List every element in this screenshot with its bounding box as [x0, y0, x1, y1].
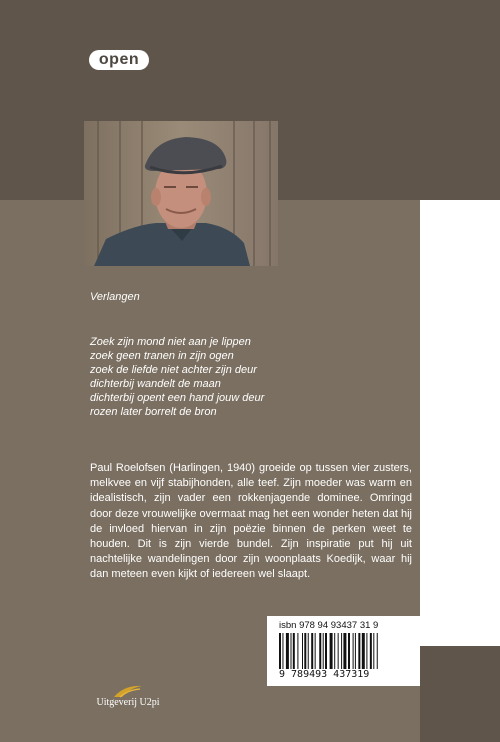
- poem-line: dichterbij wandelt de maan: [90, 378, 221, 390]
- barcode-bar: [325, 633, 327, 669]
- barcode-digits: 9 789493 437319: [279, 669, 370, 680]
- barcode-bar: [279, 633, 281, 669]
- barcode-bar: [358, 633, 360, 669]
- poem-line: Zoek zijn mond niet aan je lippen: [90, 336, 251, 348]
- barcode-bar: [353, 633, 354, 669]
- author-photo: [84, 121, 278, 266]
- barcode-bar: [304, 633, 306, 669]
- barcode-bar: [355, 633, 356, 669]
- barcode-bar: [338, 633, 339, 669]
- poem-line: zoek geen tranen in zijn ogen: [90, 350, 234, 362]
- barcode-bars: [279, 633, 413, 669]
- barcode-bar: [323, 633, 324, 669]
- poem-stanza-1: [90, 335, 257, 377]
- barcode-bar: [308, 633, 309, 669]
- barcode-bar: [343, 633, 346, 669]
- barcode-bar: [370, 633, 372, 669]
- open-logo: open: [89, 50, 149, 70]
- barcode-bar: [297, 633, 298, 669]
- author-portrait-image: [84, 121, 278, 266]
- barcode-bar: [282, 633, 283, 669]
- author-bio: Paul Roelofsen (Harlingen, 1940) groeide op tussen vier zusters, melkvee en vijf stabijhonden, alle teef. Zijn moeder was warm en idealistisch, zijn vader een rokkenjagende dominee. Omringd door deze vrouwelijke overmaat mag het een wonder heten dat hij de invloed hiervan in zijn poëzie binnen de perken weet te houden. Dit is zijn vierde bundel. Zijn inspiratie put hij uit nachtelijke wandelingen door zijn woonplaats Koedijk, waar hij dan meteen even kijkt of iedereen wel slaapt.: [90, 462, 412, 581]
- barcode-bar: [373, 633, 374, 669]
- barcode-bar: [377, 633, 378, 669]
- barcode-bar: [311, 633, 313, 669]
- barcode-bar: [366, 633, 367, 669]
- publisher-name: Uitgeverij U2pi: [96, 697, 160, 708]
- barcode-bar: [341, 633, 342, 669]
- barcode-bar: [330, 633, 333, 669]
- barcode-bar: [319, 633, 321, 669]
- barcode-bar: [286, 633, 289, 669]
- barcode-bar: [315, 633, 316, 669]
- poem-line: rozen later borrelt de bron: [90, 406, 217, 418]
- barcode-bar: [291, 633, 292, 669]
- poem-line: zoek de liefde niet achter zijn deur: [90, 364, 257, 376]
- isbn-label: isbn 978 94 93437 31 9: [279, 620, 379, 631]
- poem-stanza-2: [90, 377, 264, 419]
- barcode-bar: [362, 633, 365, 669]
- barcode-bar: [302, 633, 303, 669]
- poem-line: dichterbij opent een hand jouw deur: [90, 392, 265, 404]
- publisher-logo: [88, 683, 168, 713]
- poem-title: Verlangen: [90, 291, 140, 303]
- barcode-bar: [348, 633, 350, 669]
- right-bottom-block: [420, 646, 500, 742]
- barcode-bar: [334, 633, 335, 669]
- right-white-panel: [420, 200, 500, 646]
- barcode-bar: [293, 633, 295, 669]
